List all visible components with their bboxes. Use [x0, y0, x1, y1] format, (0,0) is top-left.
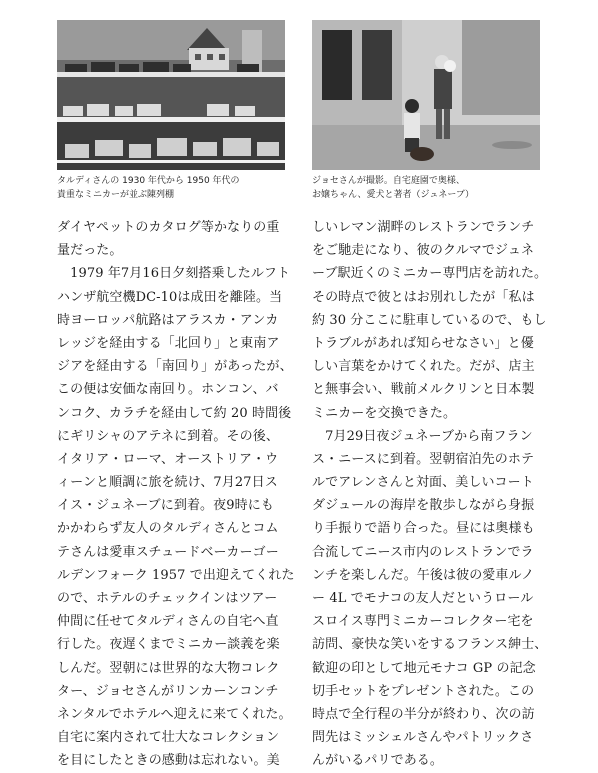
- body-text-line: ンコク、カラチを経由して約 20 時間後: [57, 405, 292, 421]
- display-shelf-caption: [57, 174, 289, 202]
- body-text-line: 時点で全行程の半分が終わり、次の訪: [312, 706, 535, 722]
- garden-family-image: [312, 20, 540, 170]
- body-text-line: 時ヨーロッパ航路はアラスカ・アンカ: [57, 312, 279, 328]
- body-text-line: り手振りで語り合った。昼には奥様も: [312, 521, 535, 537]
- body-text-line: 歓迎の印として地元モナコ GP の記念: [312, 660, 536, 676]
- body-text-line: しい言葉をかけてくれた。だが、店主: [312, 359, 535, 375]
- body-text-line: 訪問、豪快な笑いをするフランス紳士、: [312, 637, 548, 653]
- display-shelf-image: [57, 20, 285, 170]
- body-text-line: 1979 年7月16日夕刻搭乗したルフト: [57, 266, 291, 282]
- body-text-line: その時点で彼とはお別れしたが「私は: [312, 289, 535, 305]
- body-text-line: ダイヤペットのカタログ等かなりの重: [57, 220, 280, 235]
- body-text-line: レッジを経由する「北回り」と東南ア: [57, 335, 280, 351]
- body-text-line: イス・ジュネーブに到着。夜9時にも: [57, 498, 274, 514]
- body-text-right-column: [312, 216, 548, 773]
- caption-line: 貴重なミニカーが並ぶ陳列棚: [57, 190, 175, 200]
- caption-line: ジョセさんが撮影。自宅庭園で奥様、: [312, 176, 465, 186]
- body-text-line: ルデンフォーク 1957 で出迎えてくれた: [57, 567, 295, 583]
- body-text-line: ィーンと順調に旅を続け、7月27日ス: [57, 475, 278, 491]
- body-text-line: 合流してニース市内のレストランでラ: [312, 544, 534, 560]
- body-text-line: んがいるパリである。: [312, 753, 444, 769]
- body-text-line: ネンタルでホテルへ迎えに来てくれた。: [57, 706, 292, 722]
- body-text-line: この便は安価な南回り。ホンコン、バ: [57, 382, 279, 398]
- body-text-line: ハンザ航空機DC-10は成田を離陸。当: [57, 289, 283, 305]
- garden-family-photo: [312, 20, 540, 170]
- body-text-line: ーブ駅近くのミニカー専門店を訪れた。: [312, 266, 548, 282]
- body-text-line: ス・ニースに到着。翌朝宿泊先のホテ: [312, 451, 535, 467]
- caption-line: お嬢ちゃん、愛犬と著者（ジュネーブ）: [312, 190, 475, 200]
- display-shelf-photo: [57, 20, 285, 170]
- body-text-line: しいレマン湖畔のレストランでランチ: [312, 220, 535, 235]
- body-text-line: 自宅に案内されて壮大なコレクション: [57, 730, 280, 746]
- body-text-line: ミニカーを交換できた。: [312, 405, 457, 421]
- body-text-line: をご馳走になり、彼のクルマでジュネ: [312, 243, 535, 259]
- body-text-line: 量だった。: [57, 243, 123, 259]
- caption-line: タルディさんの 1930 年代から 1950 年代の: [57, 176, 240, 186]
- body-text-line: と無事会い、戦前メルクリンと日本製: [312, 382, 535, 398]
- body-text-line: ルでアレンさんと対面、美しいコート: [312, 475, 534, 491]
- body-text-line: ー 4L でモナコの友人だというロール: [312, 591, 534, 606]
- body-text-line: トラブルがあれば知らせなさい」と優: [312, 335, 534, 351]
- body-text-line: を目にしたときの感動は忘れない。美: [57, 753, 280, 769]
- body-text-line: ター、ジョセさんがリンカーンコンチ: [57, 683, 279, 699]
- body-text-line: ンチを楽しんだ。午後は彼の愛車ルノ: [312, 567, 535, 583]
- body-text-line: テさんは愛車スチュードベーカーゴー: [57, 544, 279, 560]
- body-text-line: 仲間に任せてタルディさんの自宅へ直: [57, 614, 279, 630]
- body-text-line: かかわらず友人のタルディさんとコム: [57, 521, 279, 537]
- body-text-line: にギリシャのアテネに到着。その後、: [57, 428, 279, 444]
- body-text-line: 行した。夜遅くまでミニカー談義を楽: [57, 637, 280, 653]
- body-text-line: しんだ。翌朝には世界的な大物コレク: [57, 660, 280, 676]
- body-text-left-column: [57, 216, 295, 773]
- body-text-line: スロイス専門ミニカーコレクター宅を: [312, 614, 534, 630]
- body-text-line: 切手セットをプレゼントされた。この: [312, 683, 535, 699]
- body-text-line: 7月29日夜ジュネーブから南フラン: [312, 428, 533, 444]
- body-text-line: イタリア・ローマ、オーストリア・ウ: [57, 451, 279, 467]
- body-text-line: ので、ホテルのチェックインはツアー: [57, 591, 278, 606]
- garden-family-caption: [312, 174, 544, 202]
- body-text-line: 問先はミッシェルさんやパトリックさ: [312, 730, 534, 746]
- body-text-line: ダジュールの海岸を散歩しながら身振: [312, 498, 535, 514]
- body-text-line: ジアを経由する「南回り」があったが、: [57, 359, 293, 375]
- body-text-line: 約 30 分ここに駐車しているので、もし: [312, 312, 547, 328]
